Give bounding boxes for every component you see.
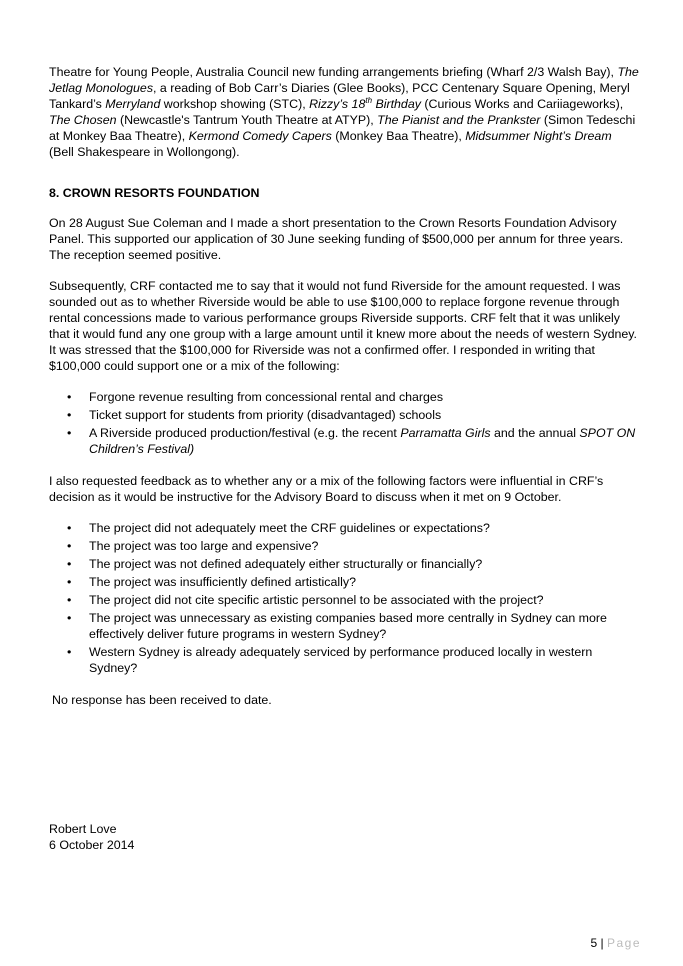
factors-list: [49, 520, 639, 676]
intro-paragraph: [49, 64, 639, 160]
list-item: • Forgone revenue resulting from concessional rental and charges: [67, 390, 444, 404]
intro-text: (Curious Works and Cariiageworks),: [420, 97, 624, 111]
bullet-icon: •: [67, 593, 72, 607]
list-item: • The project was unnecessary as existing companies based more centrally in Sydney can more effectively deliver future programs in western Sydney?: [67, 611, 607, 641]
list-item: • The project was not defined adequately either structurally or financially?: [67, 557, 483, 571]
title-kermond-comedy-capers: Kermond Comedy Capers: [188, 129, 332, 143]
page-label: Page: [606, 936, 641, 950]
list-item: • A Riverside produced production/festival (e.g. the recent Parramatta Girls and the annual SPOT ON Children’s Festival): [67, 426, 636, 456]
intro-text: (Bell Shakespeare in Wollongong).: [49, 145, 240, 159]
page-number: 5: [590, 936, 598, 950]
list-item: • The project was insufficiently defined artistically?: [67, 575, 356, 589]
list-item: • The project was too large and expensive?: [67, 539, 319, 553]
bullet-icon: •: [67, 539, 72, 553]
bullet-icon: •: [67, 557, 72, 571]
paragraph-crf-response: Subsequently, CRF contacted me to say that it would not fund Riverside for the amount requested. I was sounded out as to whether Riverside would be able to use $100,000 to replace forgone revenue through rental concessions made to various performance groups Riverside supports. CRF felt that it was unlikely that it would fund any one group with a large amount until it knew more about the needs of western Sydney. It was stressed that the $100,000 for Riverside was not a confirmed offer. I responded in writing that $100,000 could support one or a mix of the following:: [49, 279, 637, 373]
list-item: • The project did not adequately meet the CRF guidelines or expectations?: [67, 521, 490, 535]
list-item: • Ticket support for students from priority (disadvantaged) schools: [67, 408, 442, 422]
intro-text: (Simon Tedeschi at Monkey Baa Theatre),: [49, 113, 636, 143]
intro-text: Theatre for Young People, Australia Council new funding arrangements briefing (Wharf 2/3 Walsh Bay),: [49, 65, 618, 79]
intro-text: workshop showing (STC),: [160, 97, 310, 111]
bullet-icon: •: [67, 645, 72, 659]
title-jetlag-monologues: The Jetlag Monologues: [49, 65, 639, 95]
signature-block: [49, 821, 134, 853]
page-footer: [590, 936, 641, 950]
bullet-icon: •: [67, 408, 72, 422]
bullet-icon: •: [67, 611, 72, 625]
bullet-icon: •: [67, 390, 72, 404]
title-rizzys-birthday: Rizzy’s 18th Birthday: [309, 95, 421, 111]
title-the-chosen: The Chosen: [49, 113, 117, 127]
list-item: • The project did not cite specific artistic personnel to be associated with the project?: [67, 593, 544, 607]
intro-text: (Newcastle's Tantrum Youth Theatre at ATYP),: [116, 113, 378, 127]
bullet-icon: •: [67, 426, 72, 440]
bullet-icon: •: [67, 521, 72, 535]
footer-separator: |: [600, 936, 604, 950]
closing-statement: No response has been received to date.: [52, 693, 272, 707]
bullet-icon: •: [67, 575, 72, 589]
title-merryland: Merryland: [105, 97, 161, 111]
section-heading: 8. CROWN RESORTS FOUNDATION: [49, 186, 260, 200]
document-body: [49, 64, 639, 708]
intro-text: (Monkey Baa Theatre),: [331, 129, 466, 143]
paragraph-feedback-request: I also requested feedback as to whether any or a mix of the following factors were influential in CRF’s decision as it would be instructive for the Advisory Board to discuss when it met on 9 October.: [49, 474, 604, 504]
list-item: • Western Sydney is already adequately serviced by performance produced locally in western Sydney?: [67, 645, 593, 675]
intro-text: , a reading of Bob Carr’s Diaries (Glee Books), PCC Centenary Square Opening, Meryl Tankard’s: [49, 81, 630, 111]
author-name: Robert Love: [49, 822, 117, 836]
paragraph-presentation: On 28 August Sue Coleman and I made a short presentation to the Crown Resorts Foundation Advisory Panel. This supported our application of 30 June seeking funding of $500,000 per annum for three years. The reception seemed positive.: [49, 216, 624, 262]
title-pianist-prankster: The Pianist and the Prankster: [377, 113, 541, 127]
signature-date: 6 October 2014: [49, 838, 135, 852]
title-midsummer-nights-dream: Midsummer Night’s Dream: [465, 129, 612, 143]
support-options-list: [49, 389, 639, 457]
